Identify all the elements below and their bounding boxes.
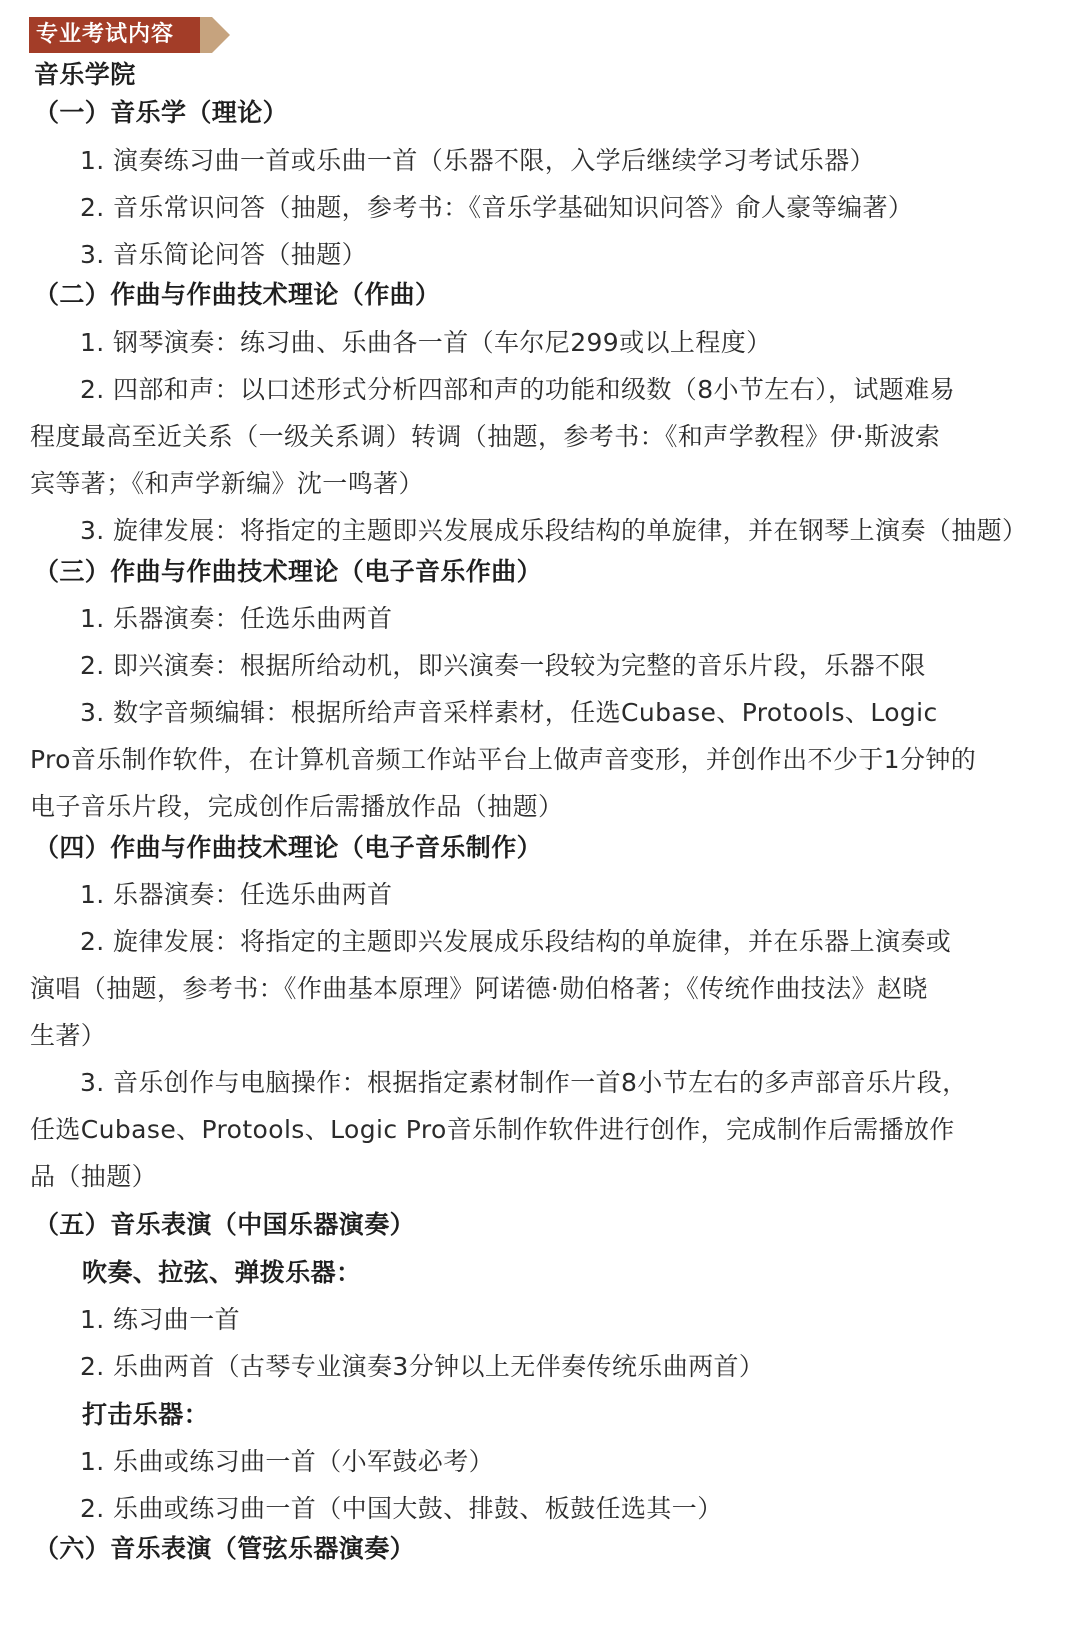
item-text: 3. 数字音频编辑：根据所给声音采样素材，任选Cubase、Protools、Logic [80,698,938,727]
item-text: 1. 乐器演奏：任选乐曲两首 [80,880,393,909]
item-text: 2. 四部和声：以口述形式分析四部和声的功能和级数（8小节左右），试题难易 [80,375,956,404]
item-text: Pro音乐制作软件，在计算机音频工作站平台上做声音变形，并创作出不少于1分钟的 [30,745,977,774]
section-heading: （五）音乐表演（中国乐器演奏） [34,1210,416,1239]
item-text: 2. 乐曲两首（古琴专业演奏3分钟以上无伴奏传统乐曲两首） [80,1352,765,1381]
section-heading: （二）作曲与作曲技术理论（作曲） [34,280,441,309]
item-text: 1. 乐器演奏：任选乐曲两首 [80,604,393,633]
item-text: 1. 钢琴演奏：练习曲、乐曲各一首（车尔尼299或以上程度） [80,328,772,357]
item-text: 程度最高至近关系（一级关系调）转调（抽题，参考书：《和声学教程》伊·斯波索 [30,422,941,451]
item-text: 品（抽题） [30,1162,158,1191]
item-text: 1. 演奏练习曲一首或乐曲一首（乐器不限，入学后继续学习考试乐器） [80,146,876,175]
item-text: 3. 音乐创作与电脑操作：根据指定素材制作一首8小节左右的多声部音乐片段， [80,1068,968,1097]
item-text: 电子音乐片段，完成创作后需播放作品（抽题） [30,792,564,821]
item-text: 1. 练习曲一首 [80,1305,240,1334]
subsection-heading: 打击乐器： [82,1400,210,1429]
item-text: 生著） [30,1021,107,1050]
section-heading: （一）音乐学（理论） [34,98,289,127]
item-text: 2. 乐曲或练习曲一首（中国大鼓、排鼓、板鼓任选其一） [80,1494,723,1523]
banner-arrow-decoration [200,17,230,53]
item-text: 3. 音乐简论问答（抽题） [80,240,368,269]
item-text: 任选Cubase、Protools、Logic Pro音乐制作软件进行创作，完成制作后需播放作 [30,1115,955,1144]
college-title: 音乐学院 [34,60,136,89]
section-heading: （四）作曲与作曲技术理论（电子音乐制作） [34,833,543,862]
subsection-heading: 吹奏、拉弦、弹拨乐器： [82,1258,362,1287]
section-heading: （三）作曲与作曲技术理论（电子音乐作曲） [34,557,543,586]
item-text: 2. 旋律发展：将指定的主题即兴发展成乐段结构的单旋律，并在乐器上演奏或 [80,927,952,956]
item-text: 宾等著；《和声学新编》沈一鸣著） [30,469,424,498]
banner-label: 专业考试内容 [36,22,175,47]
item-text: 1. 乐曲或练习曲一首（小军鼓必考） [80,1447,495,1476]
item-text: 演唱（抽题，参考书：《作曲基本原理》阿诺德·勋伯格著；《传统作曲技法》赵晓 [30,974,928,1003]
item-text: 2. 即兴演奏：根据所给动机，即兴演奏一段较为完整的音乐片段，乐器不限 [80,651,926,680]
section-heading: （六）音乐表演（管弦乐器演奏） [34,1534,416,1563]
item-text: 3. 旋律发展：将指定的主题即兴发展成乐段结构的单旋律，并在钢琴上演奏（抽题） [80,516,1028,545]
item-text: 2. 音乐常识问答（抽题，参考书：《音乐学基础知识问答》俞人豪等编著） [80,193,914,222]
